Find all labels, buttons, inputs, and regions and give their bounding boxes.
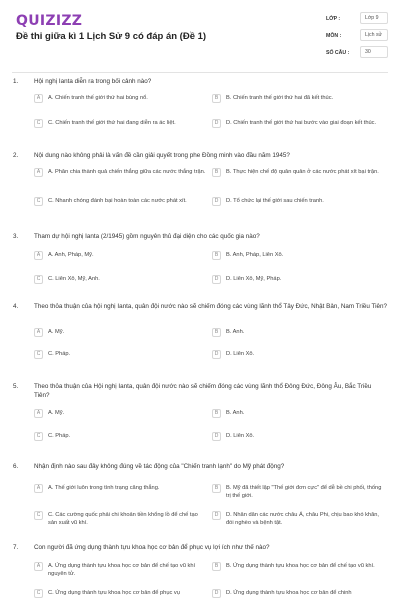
question-text: Theo thỏa thuận của Hội nghị Ianta, quân đội nước nào sẽ chiếm đóng các vùng lãnh thổ Đông Đức, Đông Âu, Bắc Triều Tiên? [34, 383, 372, 399]
option-letter-badge: D [212, 197, 221, 206]
option-text: A. Mỹ. [48, 410, 65, 416]
option-letter-badge: A [34, 484, 43, 493]
header-divider [12, 72, 388, 73]
option-text: B. Thực hiện chế độ quân quản ở các nước phát xít bại trận. [226, 169, 379, 175]
option-text: C. Nhanh chóng đánh bại hoàn toàn các nước phát xít. [48, 198, 187, 204]
option-text: A. Chiến tranh thế giới thứ hai bùng nổ. [48, 95, 148, 101]
option-text: A. Ứng dụng thành tựu khoa học cơ bản để chế tạo vũ khí nguyên tử. [48, 563, 196, 577]
option-text: D. Tổ chức lại thế giới sau chiến tranh. [226, 198, 324, 204]
option-letter-badge: A [34, 251, 43, 260]
question-number: 7. [13, 544, 19, 551]
option-letter-badge: D [212, 432, 221, 441]
option-text: C. Pháp. [48, 351, 71, 357]
option-letter-badge: B [212, 484, 221, 493]
option-text: B. Anh, Pháp, Liên Xô. [226, 252, 284, 258]
option-text: D. Liên Xô, Mỹ, Pháp. [226, 276, 282, 282]
meta-row-subject [326, 29, 388, 46]
option-letter-badge: A [34, 94, 43, 103]
option-text: C. Ứng dụng thành tựu khoa học cơ bản để phục vụ [48, 590, 180, 596]
option-text: B. Ứng dụng thành tựu khoa học cơ bản để chế tạo vũ khí. [226, 563, 375, 569]
option-text: A. Phân chia thành quả chiến thắng giữa các nước thắng trận. [48, 169, 206, 175]
option-letter-badge: C [34, 589, 43, 598]
option-text: C. Chiến tranh thế giới thứ hai đang diễn ra ác liệt. [48, 120, 176, 126]
question-text: Theo thỏa thuận của hội nghị Ianta, quân đội nước nào sẽ chiếm đóng các vùng lãnh thổ Tây Đức, Nhật Bản, Nam Triều Tiên? [34, 303, 388, 310]
option-letter-badge: D [212, 350, 221, 359]
meta-label: MÔN : [326, 33, 342, 39]
meta-row-question-count [326, 46, 388, 63]
option-letter-badge: B [212, 168, 221, 177]
option-text: C. Pháp. [48, 433, 71, 439]
option-letter-badge: A [34, 168, 43, 177]
quizizz-logo: QUIZIZZ [16, 13, 83, 29]
option-letter-badge: C [34, 350, 43, 359]
option-text: B. Anh. [226, 410, 245, 416]
question-text: Nội dung nào không phải là vấn đề cần giải quyết trong phe Đồng minh vào đầu năm 1945? [34, 152, 290, 159]
option-letter-badge: C [34, 197, 43, 206]
question-text: Con người đã ứng dụng thành tựu khoa học cơ bản để phục vụ lợi ích như thế nào? [34, 544, 270, 551]
option-letter-badge: D [212, 511, 221, 520]
question-number: 2. [13, 152, 19, 159]
option-letter-badge: D [212, 275, 221, 284]
option-text: A. Mỹ. [48, 329, 65, 335]
option-letter-badge: B [212, 562, 221, 571]
option-text: B. Chiến tranh thế giới thứ hai đã kết thúc. [226, 95, 334, 101]
question-number: 3. [13, 233, 19, 240]
document-meta [326, 12, 388, 63]
question-number: 6. [13, 463, 19, 470]
option-letter-badge: A [34, 562, 43, 571]
document-title: Đề thi giữa kì 1 Lịch Sử 9 có đáp án (Đề 1) [16, 31, 207, 42]
option-text: C. Liên Xô, Mỹ, Anh. [48, 276, 100, 282]
question-number: 1. [13, 78, 19, 85]
option-text: D. Nhân dân các nước châu Á, châu Phi, chịu bao khó khăn, đói nghèo và bệnh tật. [226, 512, 379, 526]
option-text: D. Liên Xô. [226, 433, 255, 439]
option-text: B. Mỹ đã thiết lập "Thế giới đơn cực" để dễ bề chi phối, thống trị thế giới. [226, 485, 382, 499]
option-text: D. Chiến tranh thế giới thứ hai bước vào giai đoạn kết thúc. [226, 120, 377, 126]
option-letter-badge: C [34, 511, 43, 520]
option-letter-badge: B [212, 328, 221, 337]
option-letter-badge: B [212, 94, 221, 103]
option-text: A. Thế giới luôn trong tình trạng căng thẳng. [48, 485, 160, 491]
option-text: D. Liên Xô. [226, 351, 255, 357]
option-letter-badge: C [34, 119, 43, 128]
option-text: D. Ứng dụng thành tựu khoa học cơ bản để chinh [226, 590, 352, 596]
question-number: 4. [13, 303, 19, 310]
option-letter-badge: D [212, 589, 221, 598]
option-text: C. Các cường quốc phải chi khoản tiền khổng lồ để chế tạo sản xuất vũ khí. [48, 512, 198, 526]
question-text: Tham dự hội nghị Ianta (2/1945) gồm nguyên thủ đại diện cho các quốc gia nào? [34, 233, 260, 240]
meta-label: SỐ CÂU : [326, 50, 350, 56]
option-letter-badge: B [212, 409, 221, 418]
option-letter-badge: A [34, 409, 43, 418]
option-letter-badge: C [34, 275, 43, 284]
meta-label: LỚP : [326, 16, 341, 22]
meta-value: Lịch sử [360, 29, 388, 41]
option-letter-badge: B [212, 251, 221, 260]
meta-value: 30 [360, 46, 388, 58]
option-letter-badge: A [34, 328, 43, 337]
document-header [0, 0, 400, 72]
meta-row-class [326, 12, 388, 29]
option-text: B. Anh. [226, 329, 245, 335]
question-number: 5. [13, 383, 19, 390]
option-letter-badge: D [212, 119, 221, 128]
meta-value: Lớp 9 [360, 12, 388, 24]
question-text: Hội nghị Ianta diễn ra trong bối cảnh nào? [34, 78, 152, 85]
option-text: A. Anh, Pháp, Mỹ. [48, 252, 94, 258]
question-text: Nhận định nào sau đây không đúng về tác động của "Chiến tranh lạnh" do Mỹ phát động? [34, 463, 285, 470]
option-letter-badge: C [34, 432, 43, 441]
